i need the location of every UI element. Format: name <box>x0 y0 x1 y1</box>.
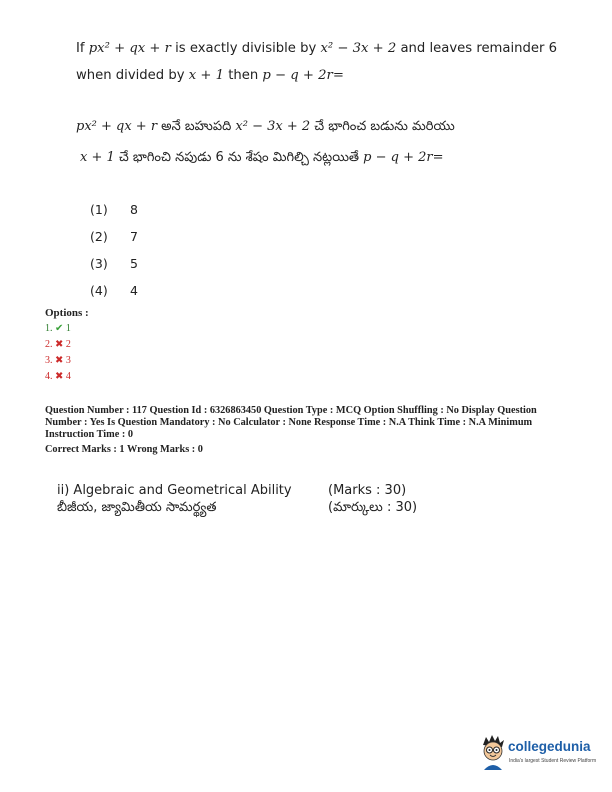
option-label: 1. <box>45 323 53 334</box>
question-text: is exactly divisible by <box>170 41 321 56</box>
option-label: 2. <box>45 339 53 350</box>
choice-value: 5 <box>130 256 138 271</box>
options-title: Options : <box>45 307 89 319</box>
choice-2 <box>90 229 138 244</box>
question-text: when divided by <box>76 68 189 83</box>
meta-line: Number : Yes Is Question Mandatory : No Calculator : None Response Time : N.A Think Time : N.A Minimum <box>45 417 533 428</box>
math-expression: p − q + 2r= <box>262 68 344 83</box>
question-text: చే భాగించ బడును మరియు <box>310 119 455 134</box>
question-text: అనే బహుపది <box>157 119 236 134</box>
math-expression: x + 1 <box>80 150 115 165</box>
choice-number: (2) <box>90 229 108 244</box>
section-marks-english: (Marks : 30) <box>328 483 407 498</box>
collegedunia-logo <box>478 733 608 773</box>
meta-line: Instruction Time : 0 <box>45 429 134 440</box>
math-expression: p − q + 2r= <box>363 150 444 165</box>
cross-icon: ✖ <box>55 339 64 350</box>
option-1 <box>45 323 71 334</box>
question-meta <box>45 405 565 441</box>
check-icon: ✔ <box>55 323 64 334</box>
math-expression: x² − 3x + 2 <box>235 119 311 134</box>
math-expression: x² − 3x + 2 <box>320 41 397 56</box>
option-4 <box>45 371 71 382</box>
question-english-line-1 <box>76 39 557 59</box>
choice-number: (3) <box>90 256 108 271</box>
option-2 <box>45 339 71 350</box>
choice-number: (4) <box>90 283 108 298</box>
question-telugu-line-1 <box>76 119 455 137</box>
math-expression: px² + qx + r <box>88 41 171 56</box>
choice-value: 7 <box>130 229 138 244</box>
option-value: 3 <box>65 355 71 366</box>
logo-tagline: India's largest Student Review Platform <box>509 758 597 764</box>
choice-number: (1) <box>90 202 108 217</box>
option-value: 4 <box>65 371 71 382</box>
option-label: 4. <box>45 371 53 382</box>
choice-4 <box>90 283 138 298</box>
cross-icon: ✖ <box>55 355 64 366</box>
question-text: then <box>224 68 263 83</box>
section-title-english: ii) Algebraic and Geometrical Ability <box>57 483 292 498</box>
question-text: If <box>76 41 89 56</box>
math-expression: px² + qx + r <box>76 119 158 134</box>
option-label: 3. <box>45 355 53 366</box>
question-text: and leaves remainder 6 <box>396 41 557 56</box>
section-marks-telugu: (మార్కులు : 30) <box>328 500 418 515</box>
option-3 <box>45 355 71 366</box>
math-expression: x + 1 <box>188 68 224 83</box>
option-value: 2 <box>65 339 71 350</box>
question-telugu-line-2 <box>80 150 444 168</box>
marks-info: Correct Marks : 1 Wrong Marks : 0 <box>45 444 203 455</box>
logo-brand: collegedunia <box>508 739 591 754</box>
section-title-telugu: బీజీయ, జ్యామితీయ సామర్థ్యత <box>57 500 217 515</box>
cross-icon: ✖ <box>55 371 64 382</box>
meta-line: Question Number : 117 Question Id : 6326863450 Question Type : MCQ Option Shuffling : No Display Question <box>45 405 537 416</box>
choice-3 <box>90 256 138 271</box>
choice-1 <box>90 202 138 217</box>
option-value: 1 <box>65 323 71 334</box>
question-english-line-2 <box>76 66 344 86</box>
choice-value: 8 <box>130 202 138 217</box>
choice-value: 4 <box>130 283 138 298</box>
mascot-icon <box>478 733 508 771</box>
question-text: చే భాగించి నపుడు 6 ను శేషం మిగిల్చి నట్లయితే <box>114 150 364 165</box>
